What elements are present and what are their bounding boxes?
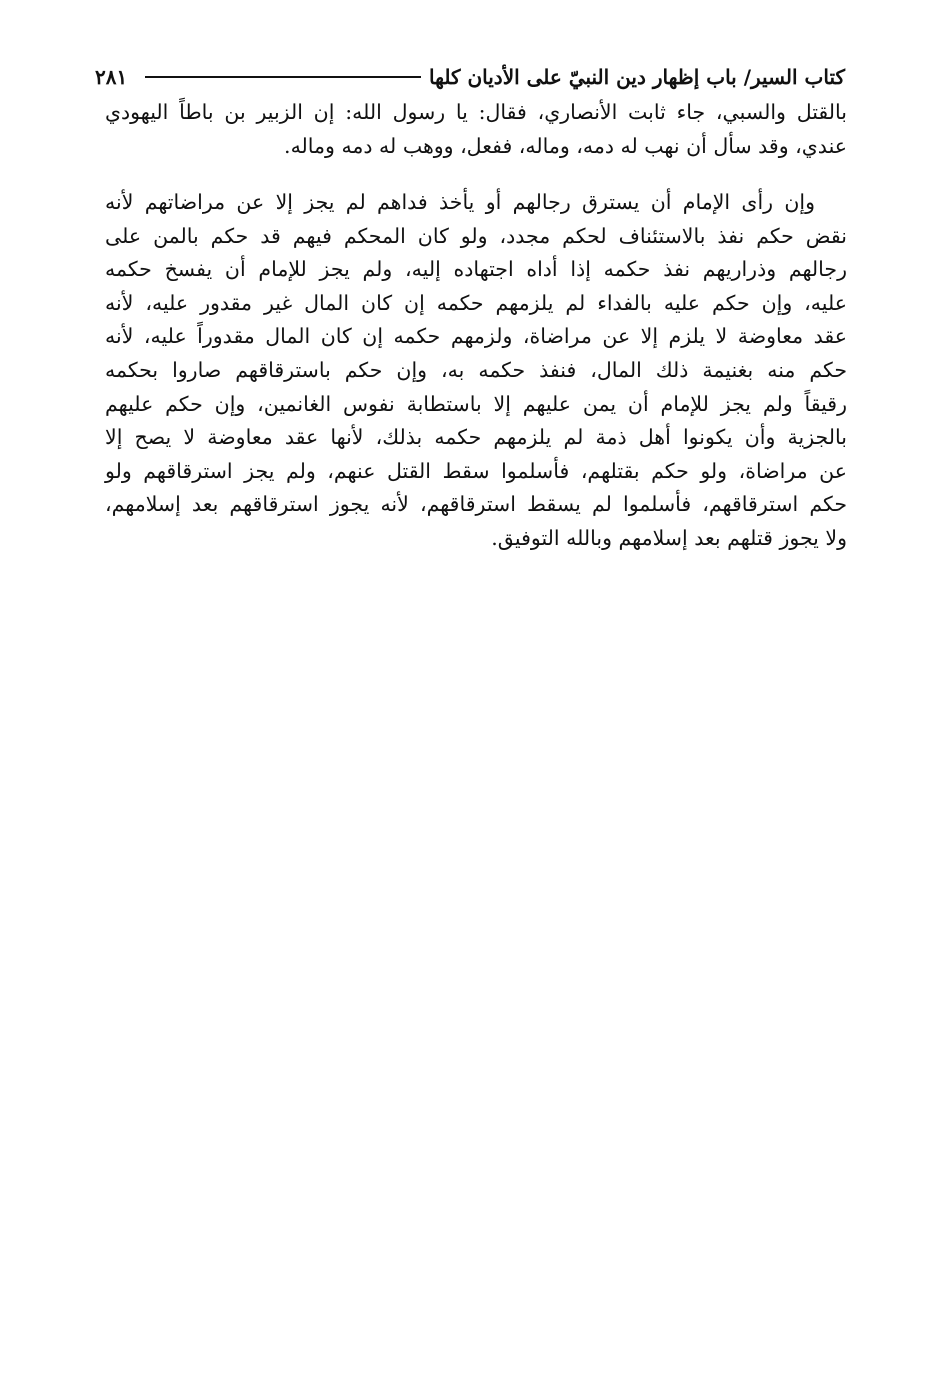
text-line: رقيقاً ولم يجز للإمام أن يمن عليهم إلا باستطابة نفوس الغانمين، وإن حكم عليهم (105, 391, 847, 416)
text-line: عليه، وإن حكم عليه بالفداء لم يلزمهم حكمه إن كان المال غير مقدور عليه، لأنه (105, 290, 847, 315)
paragraph-main (105, 186, 847, 556)
text-line: بالقتل والسبي، جاء ثابت الأنصاري، فقال: يا رسول الله: إن الزبير بن باطاً اليهودي (105, 100, 847, 124)
text-line: عن مراضاة، ولو حكم بقتلهم، فأسلموا سقط القتل عنهم، ولم يجز استرقاقهم ولو (105, 458, 847, 483)
text-line: عندي، وقد سأل أن نهب له دمه، وماله، ففعل، ووهب له دمه وماله. (284, 133, 847, 158)
text-line: حكم استرقاقهم، فأسلموا لم يسقط استرقاقهم، لأنه يجوز استرقاقهم بعد إسلامهم، (105, 492, 847, 517)
running-title: كتاب السير/ باب إظهار دين النبيّ على الأديان كلها (429, 65, 845, 89)
page-header (95, 60, 845, 94)
header-rule (145, 76, 421, 78)
paragraph-continuation (105, 96, 847, 163)
text-line: وإن رأى الإمام أن يسترق رجالهم أو يأخذ فداهم لم يجز إلا عن مراضاتهم لأنه (105, 190, 815, 214)
page-number: ٢٨١ (95, 65, 128, 89)
text-line: نقض حكم نفذ بالاستئناف لحكم مجدد، ولو كان المحكم فيهم قد حكم بالمن على (105, 223, 847, 248)
text-line: عقد معاوضة لا يلزم إلا عن مراضاة، ولزمهم حكمه إن كان المال مقدوراً عليه، لأنه (105, 324, 847, 349)
text-line: حكم منه بغنيمة ذلك المال، فنفذ حكمه به، وإن حكم باسترقاقهم صاروا بحكمه (105, 357, 847, 382)
text-line: ولا يجوز قتلهم بعد إسلامهم وبالله التوفيق. (491, 525, 847, 550)
text-line: رجالهم وذراريهم نفذ حكمه إذا أداه اجتهاده إليه، ولم يجز للإمام أن يفسخ حكمه (105, 257, 847, 282)
text-line: بالجزية وأن يكونوا أهل ذمة لم يلزمهم حكمه بذلك، لأنها عقد معاوضة لا يصح إلا (105, 425, 847, 450)
